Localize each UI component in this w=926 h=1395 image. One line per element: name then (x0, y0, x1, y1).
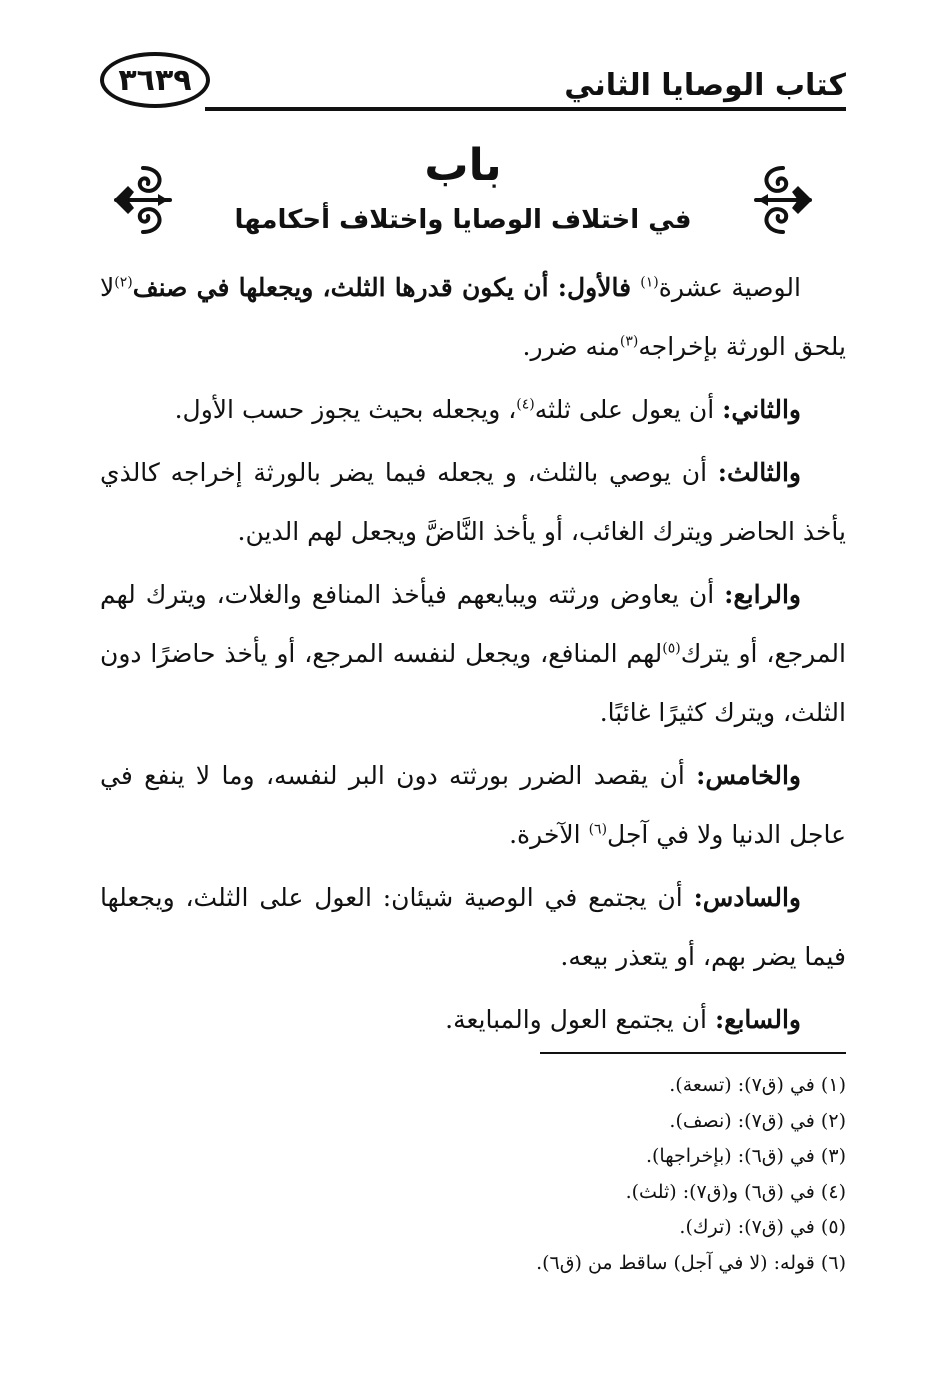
footnote-ref[interactable]: (١) (640, 274, 659, 291)
footnote: (٢) في (ق٧): (نصف). (669, 1109, 846, 1132)
paragraph: والسابع: أن يجتمع العول والمبايعة. (445, 1005, 801, 1034)
page-number: ٣٦٣٩ (100, 52, 210, 108)
paragraph: والسادس: أن يجتمع في الوصية شيئان: العول على الثلث، ويجعلها فيما يضر بهم، أو يتعذر بيعه. (100, 883, 846, 971)
paragraph-lead: والثاني: (722, 395, 801, 424)
paragraph: الوصية عشرة$^{(١)}$ فالأول: أن يكون قدرها الثلث، ويجعلها في صنف$^{(٢)}$لا يلحق الورثة بإخراجه$^{(٣)}$منه ضرر. (100, 273, 846, 361)
book-title: كتاب الوصايا الثاني (564, 68, 846, 103)
chapter-heading: باب (424, 140, 502, 191)
body-text (100, 258, 846, 1053)
chapter-subtitle: في اختلاف الوصايا واختلاف أحكامها (234, 205, 692, 235)
paragraph: والثاني: أن يعول على ثلثه$^{(٤)}$، ويجعله بحيث يجوز حسب الأول. (174, 395, 801, 424)
paragraph: والثالث: أن يوصي بالثلث، و يجعله فيما يضر بالورثة إخراجه كالذي يأخذ الحاضر ويترك الغائب، أو يأخذ النَّاضَّ ويجعل لهم الدين. (100, 458, 846, 546)
footnote-ref[interactable]: (٤) (516, 396, 535, 413)
paragraph-lead: والسادس: (693, 883, 801, 912)
footnote-ref[interactable]: (٢) (114, 274, 133, 291)
footnote: (٦) قوله: (لا في آجل) ساقط من (ق٦). (536, 1251, 846, 1274)
paragraph-lead: والثالث: (717, 458, 801, 487)
footnotes (100, 1068, 846, 1281)
paragraph-lead: والرابع: (724, 580, 801, 609)
paragraph-lead: والخامس: (696, 761, 801, 790)
paragraph-lead: والسابع: (714, 1005, 801, 1034)
page-header (0, 0, 926, 130)
header-rule (205, 107, 846, 111)
paragraph: والرابع: أن يعاوض ورثته ويبايعهم فيأخذ المنافع والغلات، ويترك لهم المرجع، أو يترك$^{(٥)}$لهم المنافع، ويجعل لنفسه المرجع، أو يأخذ حاضرًا دون الثلث، ويترك كثيرًا غائبًا. (100, 580, 846, 727)
footnote-ref[interactable]: (٣) (619, 333, 639, 350)
footnote: (١) في (ق٧): (تسعة). (669, 1074, 846, 1096)
footnote-divider (540, 1052, 846, 1054)
footnote: (٣) في (ق٦): (بإخراجها). (645, 1145, 846, 1167)
paragraph: والخامس: أن يقصد الضرر بورثته دون البر لنفسه، وما لا ينفع في عاجل الدنيا ولا في آجل$^{(٦)}$ الآخرة. (100, 761, 846, 849)
footnote: (٥) في (ق٧): (ترك). (679, 1216, 846, 1238)
footnote: (٤) في (ق٦) و(ق٧): (ثلث). (625, 1180, 846, 1203)
footnote-ref[interactable]: (٦) (588, 821, 608, 838)
footnote-ref[interactable]: (٥) (662, 640, 681, 657)
